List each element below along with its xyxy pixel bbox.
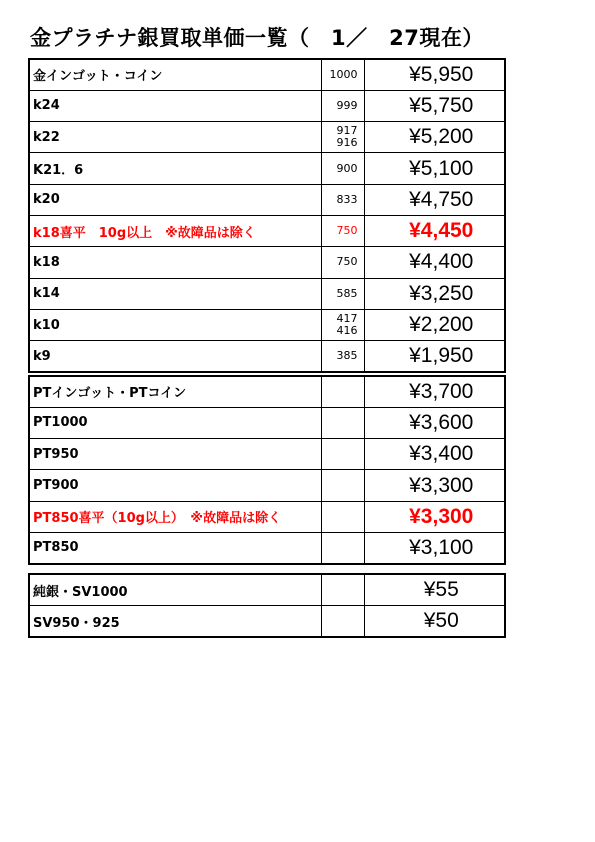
purity-value: 917 [336,124,358,138]
item-name: k9 [29,341,321,372]
price-value: ¥1,950 [364,341,505,372]
purity-value: 833 [336,192,358,206]
price-value: ¥3,700 [364,376,505,407]
price-value: ¥50 [364,606,505,638]
purity-cell [321,59,364,90]
item-name: PT950 [29,439,321,470]
price-row [29,341,505,372]
purity-value: 916 [336,136,358,150]
price-value: ¥4,450 [364,215,505,246]
item-name: 純銀・SV1000 [29,574,321,606]
price-value: ¥5,200 [364,122,505,153]
page-title: 金プラチナ銀買取単価一覧（ 1／ 27現在） [30,26,484,50]
purity-cell [321,407,364,438]
purity-cell [321,606,364,638]
purity-cell [321,376,364,407]
item-name: k14 [29,278,321,309]
price-value: ¥3,300 [364,470,505,501]
item-name: k10 [29,309,321,340]
item-name: k18喜平 10g以上 ※故障品は除く [29,215,321,246]
purity-value: 417 [336,312,358,326]
price-value: ¥3,400 [364,439,505,470]
price-row [29,215,505,246]
purity-cell [321,215,364,246]
purity-cell [321,341,364,372]
price-row [29,574,505,606]
item-name: PT1000 [29,407,321,438]
price-row [29,59,505,90]
price-value: ¥5,750 [364,90,505,121]
price-value: ¥3,600 [364,407,505,438]
price-row [29,532,505,563]
price-row [29,90,505,121]
price-value: ¥5,100 [364,153,505,184]
purity-cell [321,184,364,215]
purity-value: 900 [336,161,358,175]
item-name: k24 [29,90,321,121]
purity-value: 416 [336,324,358,338]
price-row [29,309,505,340]
purity-cell [321,153,364,184]
item-name: k22 [29,122,321,153]
price-row [29,606,505,638]
purity-value: 999 [336,98,358,112]
purity-value: 1000 [329,67,358,81]
purity-cell [321,439,364,470]
purity-value: 385 [336,349,358,363]
price-row [29,247,505,278]
item-name: PT900 [29,470,321,501]
silver-price-table [28,573,506,638]
price-row [29,470,505,501]
price-row [29,122,505,153]
item-name: PTインゴット・PTコイン [29,376,321,407]
item-name: PT850喜平（10g以上） ※故障品は除く [29,501,321,532]
purity-cell [321,470,364,501]
item-name: k18 [29,247,321,278]
price-row [29,376,505,407]
price-value: ¥5,950 [364,59,505,90]
price-value: ¥3,100 [364,532,505,563]
price-value: ¥3,250 [364,278,505,309]
purity-cell [321,532,364,563]
purity-cell [321,309,364,340]
platinum-price-table [28,375,506,565]
purity-cell [321,247,364,278]
price-row [29,184,505,215]
price-value: ¥3,300 [364,501,505,532]
price-value: ¥4,400 [364,247,505,278]
item-name: k20 [29,184,321,215]
purity-cell [321,122,364,153]
price-row [29,439,505,470]
price-row [29,501,505,532]
purity-value: 750 [336,255,358,269]
purity-cell [321,501,364,532]
gold-price-table [28,58,506,373]
price-value: ¥55 [364,574,505,606]
purity-cell [321,574,364,606]
price-row [29,278,505,309]
item-name: PT850 [29,532,321,563]
item-name: 金インゴット・コイン [29,59,321,90]
price-value: ¥4,750 [364,184,505,215]
price-row [29,407,505,438]
item-name: SV950・925 [29,606,321,638]
item-name: K21．6 [29,153,321,184]
price-row [29,153,505,184]
purity-value: 585 [336,286,358,300]
price-value: ¥2,200 [364,309,505,340]
purity-cell [321,278,364,309]
purity-cell [321,90,364,121]
purity-value: 750 [336,224,358,238]
